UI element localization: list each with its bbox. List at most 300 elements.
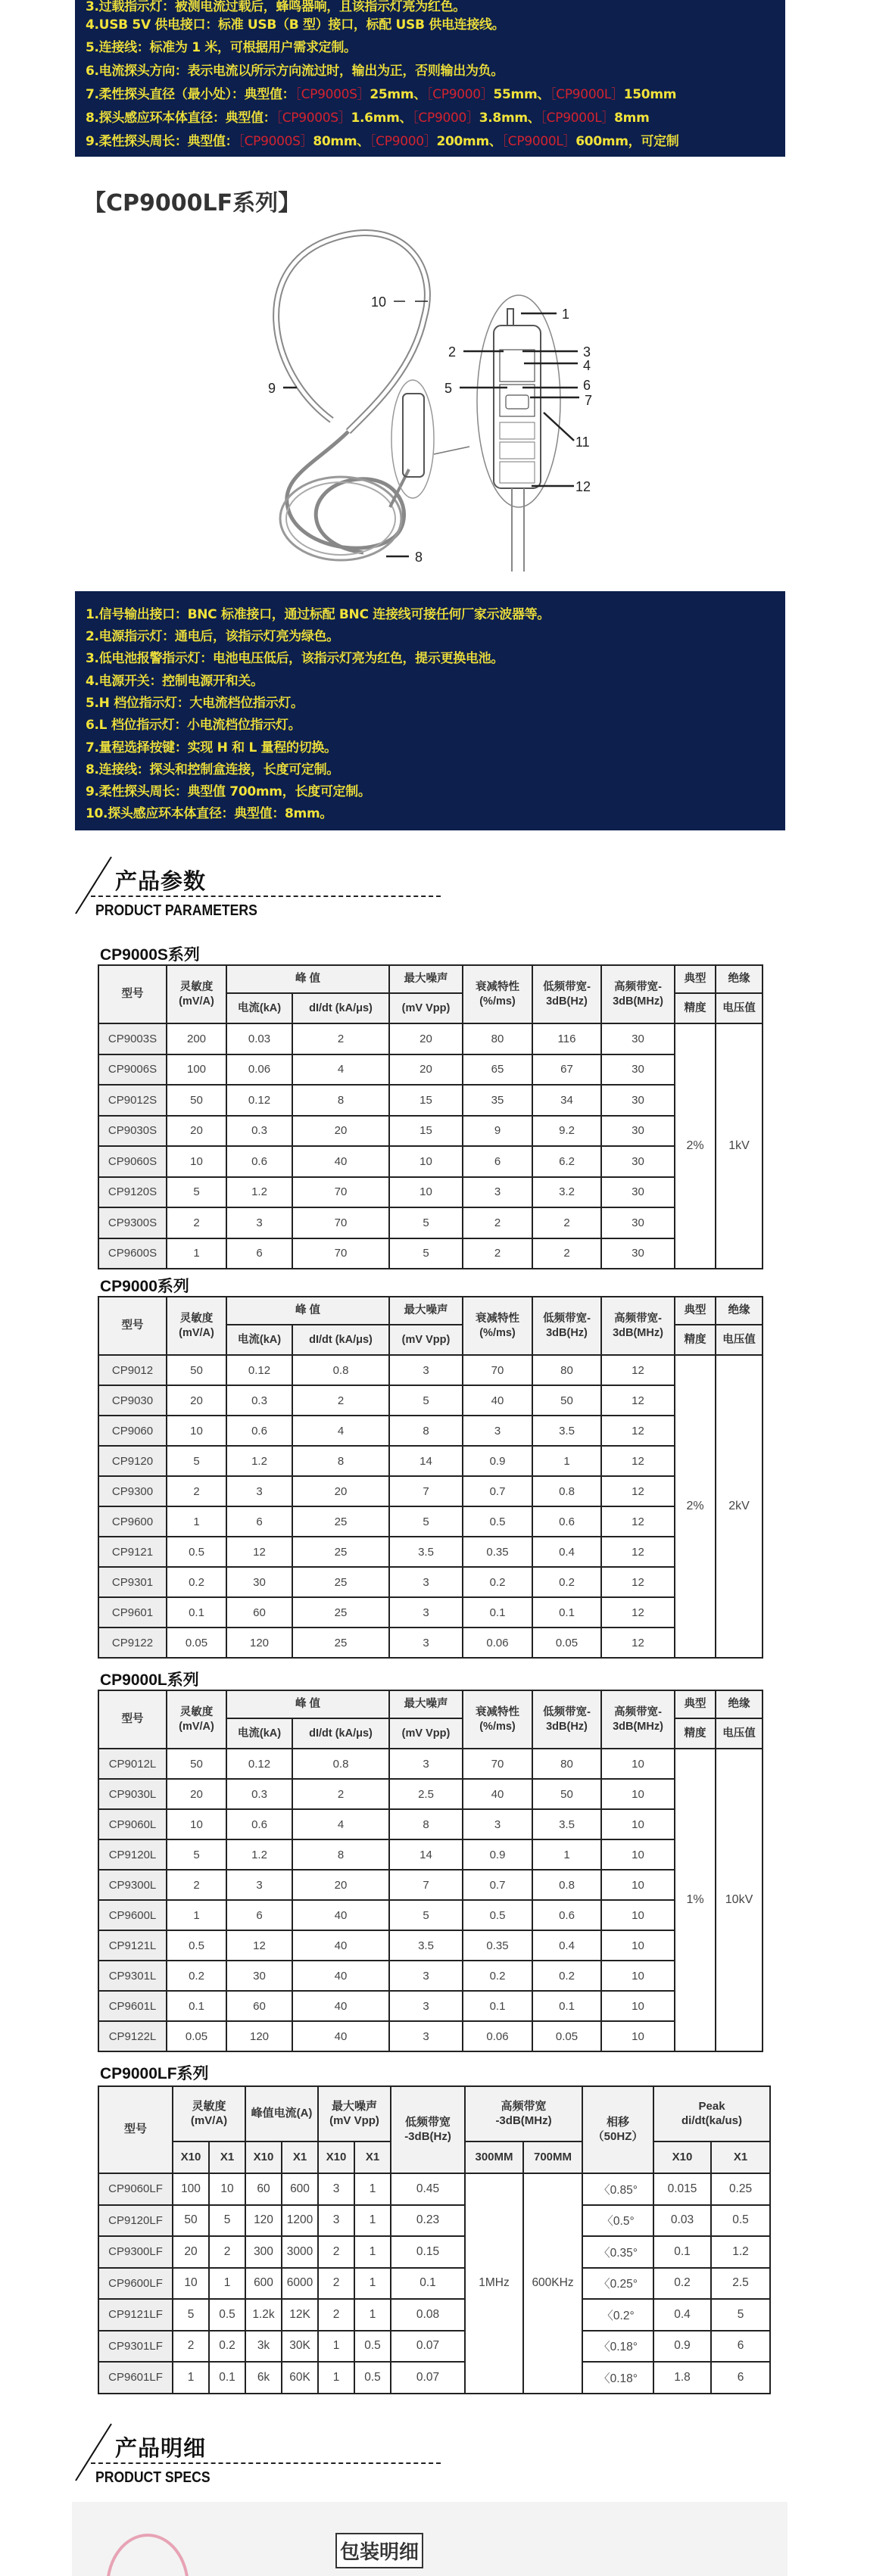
col-header-x10: X10 [318, 2141, 354, 2173]
cell-didt-x1: 1.2 [711, 2236, 770, 2268]
table-row [98, 2362, 770, 2394]
model-tag: ［CP9000L］ [501, 134, 576, 149]
cell-model: CP9122 [98, 1628, 167, 1658]
cell-peak-didt: 4 [292, 1809, 389, 1839]
col-header-insulation [716, 965, 763, 993]
header-line: (%/ms) [479, 995, 516, 1008]
section-title-en: PRODUCT SPECS [95, 2469, 211, 2486]
col-header-x1: X1 [282, 2141, 318, 2173]
cell-hf-bandwidth: 10 [601, 1749, 675, 1779]
header-line: Peak [698, 2099, 725, 2113]
callout-1: 1 [562, 307, 570, 322]
cell-noise: 5 [389, 1385, 463, 1416]
cell-hf-bandwidth: 30 [601, 1146, 675, 1177]
cell-hf-bandwidth: 10 [601, 1870, 675, 1900]
cell-peak-didt: 0.8 [292, 1355, 389, 1385]
cell-noise: 3 [389, 1991, 463, 2021]
cell-peak-didt: 4 [292, 1054, 389, 1086]
feature-line: 6.电流探头方向：表示电流以所示方向流过时，输出为正，否则输出为负。 [86, 64, 504, 79]
cell-lf-bandwidth: 0.4 [532, 1537, 601, 1567]
cell-decay: 35 [463, 1085, 532, 1116]
cell-lf-bandwidth: 1 [532, 1839, 601, 1870]
cell-model: CP9121L [98, 1930, 167, 1961]
line-prefix: 8.探头感应环本体直径：典型值： [86, 111, 276, 126]
cell-noise: 5 [389, 1207, 463, 1238]
feature-line: 9.柔性探头周长：典型值 700mm，长度可定制。 [86, 784, 371, 799]
col-header-noise [389, 1690, 463, 1718]
cell-decay: 0.2 [463, 1567, 532, 1597]
cell-peak-current: 0.3 [226, 1385, 292, 1416]
col-header-accuracy-2 [675, 1718, 716, 1749]
cell-phase: 〈0.85° [582, 2173, 653, 2205]
cell-model: CP9003S [98, 1023, 167, 1054]
cell-model: CP9300 [98, 1476, 167, 1506]
cell-peak-didt: 40 [292, 1900, 389, 1930]
series-label: CP9000S系列 [100, 946, 200, 964]
line-prefix: 7.柔性探头直径（最小处）：典型值： [86, 87, 295, 102]
cell-decay: 0.9 [463, 1839, 532, 1870]
header-line: 低频带宽- [543, 981, 591, 994]
cell-hf-700mm: 600KHz [523, 2173, 582, 2394]
cell-peak-didt: 70 [292, 1207, 389, 1238]
cell-hf-bandwidth: 12 [601, 1628, 675, 1658]
cell-decay: 2 [463, 1238, 532, 1269]
model-tag: ［CP9000S］ [295, 87, 370, 102]
value: 8mm [614, 111, 650, 126]
cell-didt-x1: 5 [711, 2299, 770, 2331]
cell-noise: 3 [389, 2021, 463, 2051]
section-title-en: PRODUCT PARAMETERS [95, 902, 257, 919]
col-header-insulation [716, 1690, 763, 1718]
header-line: 绝缘 [728, 1698, 750, 1711]
cell-noise-x10: 2 [318, 2236, 354, 2268]
cell-noise: 5 [389, 1238, 463, 1269]
cell-peak-didt: 8 [292, 1085, 389, 1116]
cell-sens-x10: 10 [173, 2268, 209, 2300]
cell-peak-didt: 2 [292, 1385, 389, 1416]
table-row [98, 1355, 763, 1385]
cell-lf-bandwidth: 9.2 [532, 1116, 601, 1147]
model-tag: ［CP9000L］ [550, 87, 624, 102]
header-line: (mV Vpp) [329, 2113, 379, 2127]
header-line: 峰 值 [295, 1304, 321, 1317]
series-label: CP9000系列 [100, 1278, 189, 1295]
table-row [98, 1930, 763, 1961]
cell-peak-current: 3 [226, 1870, 292, 1900]
table-row [98, 1023, 763, 1054]
cell-decay: 0.06 [463, 1628, 532, 1658]
cell-hf-bandwidth: 10 [601, 1930, 675, 1961]
table-row [98, 1416, 763, 1446]
cell-noise: 5 [389, 1506, 463, 1537]
cell-lf-bandwidth: 0.08 [391, 2299, 465, 2331]
cell-model: CP9301L [98, 1961, 167, 1991]
cell-lf-bandwidth: 0.4 [532, 1930, 601, 1961]
cell-hf-bandwidth: 12 [601, 1567, 675, 1597]
cell-noise: 3 [389, 1961, 463, 1991]
col-header-sensitivity [167, 1297, 226, 1355]
cell-hf-bandwidth: 12 [601, 1385, 675, 1416]
cell-peak-didt: 40 [292, 1961, 389, 1991]
cell-decay: 0.7 [463, 1476, 532, 1506]
cell-decay: 0.5 [463, 1506, 532, 1537]
cell-hf-bandwidth: 30 [601, 1054, 675, 1086]
cell-noise-x10: 2 [318, 2268, 354, 2300]
cell-lf-bandwidth: 0.05 [532, 1628, 601, 1658]
cell-model: CP9600S [98, 1238, 167, 1269]
header-line: 电压值 [722, 1001, 756, 1014]
cell-peak-didt: 40 [292, 2021, 389, 2051]
col-header-model: 型号 [98, 2086, 173, 2173]
cell-peak-didt: 70 [292, 1238, 389, 1269]
feature-line: 2.电源指示灯：通电后，该指示灯亮为绿色。 [86, 629, 339, 644]
cell-sensitivity: 5 [167, 1839, 226, 1870]
cell-sensitivity: 1 [167, 1506, 226, 1537]
feature-line: 1.信号输出接口：BNC 标准接口，通过标配 BNC 连接线可接任何厂家示波器等。 [86, 607, 550, 622]
cell-decay: 0.2 [463, 1961, 532, 1991]
cell-peak-current: 60 [226, 1991, 292, 2021]
feature-line: 7.量程选择按键：实现 H 和 L 量程的切换。 [86, 740, 337, 755]
cell-peak-x1: 3000 [282, 2236, 318, 2268]
feature-line: 10.探头感应环本体直径：典型值：8mm。 [86, 806, 333, 821]
cell-accuracy: 2% [675, 1355, 716, 1658]
col-header-decay [463, 1297, 532, 1355]
value: 600mm，可定制 [575, 134, 679, 149]
col-header-peak-current [226, 993, 292, 1023]
value: 200mm、 [436, 134, 502, 149]
cell-model: CP9060S [98, 1146, 167, 1177]
cell-noise: 3.5 [389, 1930, 463, 1961]
cell-sens-x1: 5 [209, 2205, 245, 2237]
callout-9: 9 [268, 381, 276, 396]
cell-peak-current: 1.2 [226, 1177, 292, 1208]
col-header-peak-current [226, 1325, 292, 1355]
col-header-peak [226, 1297, 389, 1325]
header-line: 最大噪声 [404, 1698, 448, 1711]
cell-decay: 40 [463, 1779, 532, 1809]
cell-lf-bandwidth: 0.07 [391, 2362, 465, 2394]
cell-peak-current: 0.6 [226, 1809, 292, 1839]
cell-lf-bandwidth: 0.2 [532, 1567, 601, 1597]
cell-model: CP9601LF [98, 2362, 173, 2394]
cell-peak-didt: 40 [292, 1146, 389, 1177]
header-line: (mV/A) [179, 995, 214, 1008]
cell-sensitivity: 50 [167, 1749, 226, 1779]
cell-lf-bandwidth: 0.1 [532, 1991, 601, 2021]
cell-lf-bandwidth: 2 [532, 1207, 601, 1238]
table-row [98, 1177, 763, 1208]
cell-model: CP9120LF [98, 2205, 173, 2237]
col-header-peak-current [226, 1718, 292, 1749]
cell-peak-x10: 1.2k [245, 2299, 282, 2331]
cell-model: CP9012L [98, 1749, 167, 1779]
value: 55mm、 [493, 87, 550, 102]
lf-series-banner: 【CP9000LF系列】 [83, 190, 301, 216]
callout-11: 11 [575, 435, 590, 450]
value: 150mm [623, 87, 677, 102]
col-header-hf-bandwidth [601, 1297, 675, 1355]
cell-lf-bandwidth: 80 [532, 1749, 601, 1779]
cell-peak-current: 6 [226, 1900, 292, 1930]
cell-sensitivity: 50 [167, 1085, 226, 1116]
header-line: 3dB(MHz) [613, 1720, 663, 1733]
spec-table [98, 1690, 763, 2052]
cell-lf-bandwidth: 0.1 [391, 2268, 465, 2300]
cell-noise: 5 [389, 1900, 463, 1930]
col-header-accuracy [675, 965, 716, 993]
header-line: 型号 [121, 1319, 144, 1332]
col-header-noise [389, 965, 463, 993]
cell-sensitivity: 100 [167, 1054, 226, 1086]
cell-noise-x1: 1 [354, 2173, 391, 2205]
cell-sens-x1: 1 [209, 2268, 245, 2300]
cell-decay: 6 [463, 1146, 532, 1177]
section-title-cn: 产品明细 [115, 2435, 207, 2461]
cell-hf-bandwidth: 10 [601, 2021, 675, 2051]
header-line: 最大噪声 [404, 973, 448, 986]
col-header-noise [318, 2086, 391, 2141]
header-line: 峰 值 [295, 973, 321, 986]
cell-noise-x10: 1 [318, 2331, 354, 2363]
col-header-insulation-2 [716, 1718, 763, 1749]
cell-noise: 8 [389, 1416, 463, 1446]
header-line: (mV/A) [179, 1720, 214, 1733]
col-header-lf-bandwidth [391, 2086, 465, 2173]
col-header-accuracy-2 [675, 993, 716, 1023]
table-row [98, 2173, 770, 2205]
cell-noise-x10: 3 [318, 2173, 354, 2205]
callout-10: 10 [371, 294, 387, 310]
cell-peak-x1: 1200 [282, 2205, 318, 2237]
cell-noise-x1: 1 [354, 2299, 391, 2331]
cell-sens-x10: 20 [173, 2236, 209, 2268]
cell-decay: 0.06 [463, 2021, 532, 2051]
cell-phase: 〈0.5° [582, 2205, 653, 2237]
cell-peak-current: 30 [226, 1567, 292, 1597]
cell-phase: 〈0.2° [582, 2299, 653, 2331]
small-controller [403, 394, 424, 477]
cell-decay: 0.1 [463, 1597, 532, 1628]
cell-peak-didt: 4 [292, 1416, 389, 1446]
cell-hf-bandwidth: 30 [601, 1023, 675, 1054]
series-label: CP9000L系列 [100, 1671, 199, 1689]
header-line: 衰减特性 [476, 1313, 519, 1325]
cell-peak-didt: 20 [292, 1476, 389, 1506]
model-tag: ［CP9000S］ [276, 111, 351, 126]
header-line: dI/dt (kA/μs) [309, 1727, 373, 1740]
value: 3.8mm、 [479, 111, 541, 126]
cell-lf-bandwidth: 0.23 [391, 2205, 465, 2237]
cell-model: CP9030L [98, 1779, 167, 1809]
cell-model: CP9012 [98, 1355, 167, 1385]
table-row [98, 2236, 770, 2268]
cell-lf-bandwidth: 3.2 [532, 1177, 601, 1208]
cell-hf-bandwidth: 30 [601, 1207, 675, 1238]
cell-peak-current: 6 [226, 1506, 292, 1537]
section-header-parameters [72, 855, 791, 924]
header-line: dI/dt (kA/μs) [309, 1333, 373, 1346]
cell-noise-x10: 2 [318, 2299, 354, 2331]
cell-noise-x1: 1 [354, 2236, 391, 2268]
col-header-decay [463, 1690, 532, 1749]
cell-sens-x1: 0.5 [209, 2299, 245, 2331]
cell-peak-current: 0.06 [226, 1054, 292, 1086]
callout-3: 3 [583, 344, 591, 360]
col-header-insulation [716, 1297, 763, 1325]
col-header-lf-bandwidth [532, 1297, 601, 1355]
cell-peak-current: 1.2 [226, 1446, 292, 1476]
value: 80mm、 [313, 134, 370, 149]
table-row [98, 1839, 763, 1870]
cell-sens-x10: 5 [173, 2299, 209, 2331]
cell-lf-bandwidth: 80 [532, 1355, 601, 1385]
col-header-lf-bandwidth [532, 1690, 601, 1749]
header-line: (mV/A) [179, 1326, 214, 1339]
table-row [98, 1749, 763, 1779]
cell-decay: 9 [463, 1116, 532, 1147]
header-line: (mV Vpp) [401, 1727, 451, 1740]
cell-peak-current: 6 [226, 1238, 292, 1269]
col-header-hf-bandwidth [601, 965, 675, 1023]
cell-hf-bandwidth: 12 [601, 1355, 675, 1385]
table-row [98, 1506, 763, 1537]
col-header-noise-unit [389, 993, 463, 1023]
cell-lf-bandwidth: 0.07 [391, 2331, 465, 2363]
feature-list-panel-top [75, 0, 785, 157]
cell-peak-didt: 25 [292, 1597, 389, 1628]
cell-lf-bandwidth: 67 [532, 1054, 601, 1086]
cell-sens-x1: 0.1 [209, 2362, 245, 2394]
feature-line: 5.连接线：标准为 1 米，可根据用户需求定制。 [86, 40, 357, 55]
table-row [98, 1085, 763, 1116]
col-header-x10: X10 [245, 2141, 282, 2173]
cell-didt-x10: 1.8 [653, 2362, 711, 2394]
col-header-x10: X10 [173, 2141, 209, 2173]
cell-hf-bandwidth: 10 [601, 1991, 675, 2021]
spec-table [98, 964, 763, 1269]
cell-peak-x1: 30K [282, 2331, 318, 2363]
value: 1.6mm、 [351, 111, 413, 126]
cell-model: CP9122L [98, 2021, 167, 2051]
cell-peak-current: 3 [226, 1476, 292, 1506]
col-header-insulation-2 [716, 993, 763, 1023]
cell-peak-current: 3 [226, 1207, 292, 1238]
header-line: 最大噪声 [332, 2099, 378, 2113]
cell-hf-bandwidth: 12 [601, 1416, 675, 1446]
cell-noise: 20 [389, 1054, 463, 1086]
cell-peak-current: 0.3 [226, 1779, 292, 1809]
feature-line: 5.H 档位指示灯：大电流档位指示灯。 [86, 696, 304, 711]
table-row [98, 2205, 770, 2237]
cell-model: CP9601 [98, 1597, 167, 1628]
cell-noise-x1: 0.5 [354, 2362, 391, 2394]
cell-peak-current: 120 [226, 2021, 292, 2051]
cell-peak-current: 1.2 [226, 1839, 292, 1870]
table-row [98, 1446, 763, 1476]
cell-lf-bandwidth: 0.05 [532, 2021, 601, 2051]
cell-noise: 2.5 [389, 1779, 463, 1809]
cell-sens-x10: 100 [173, 2173, 209, 2205]
cell-decay: 40 [463, 1385, 532, 1416]
cell-model: CP9600LF [98, 2268, 173, 2300]
cell-lf-bandwidth: 2 [532, 1238, 601, 1269]
cell-sensitivity: 5 [167, 1446, 226, 1476]
feature-line: 8.连接线：探头和控制盒连接，长度可定制。 [86, 762, 339, 777]
cell-sensitivity: 50 [167, 1355, 226, 1385]
cell-sensitivity: 0.5 [167, 1537, 226, 1567]
header-line: （50HZ） [592, 2129, 644, 2143]
cell-phase: 〈0.18° [582, 2362, 653, 2394]
header-line: 3dB(Hz) [546, 1720, 588, 1733]
col-header-hf-bandwidth [465, 2086, 582, 2141]
cell-lf-bandwidth: 116 [532, 1023, 601, 1054]
cell-noise: 10 [389, 1177, 463, 1208]
cell-noise-x1: 0.5 [354, 2331, 391, 2363]
col-header-noise [389, 1297, 463, 1325]
callout-7: 7 [585, 393, 593, 408]
feature-line: 4.USB 5V 供电接口：标准 USB（B 型）接口，标配 USB 供电连接线。 [86, 17, 505, 33]
header-line: 高频带宽- [614, 1313, 662, 1325]
header-line: 相移 [607, 2115, 630, 2129]
cell-hf-bandwidth: 30 [601, 1238, 675, 1269]
cell-peak-didt: 25 [292, 1628, 389, 1658]
cell-noise: 3.5 [389, 1537, 463, 1567]
table-row [98, 1567, 763, 1597]
cell-sensitivity: 10 [167, 1416, 226, 1446]
header-line: 绝缘 [728, 973, 750, 986]
packaging-section [72, 2502, 788, 2576]
cell-sensitivity: 20 [167, 1385, 226, 1416]
model-tag: ［CP9000S］ [238, 134, 313, 149]
header-line: 3dB(Hz) [546, 1326, 588, 1339]
cell-peak-didt: 2 [292, 1023, 389, 1054]
cell-sens-x1: 0.2 [209, 2331, 245, 2363]
callout-4: 4 [583, 358, 591, 373]
cell-noise: 3 [389, 1567, 463, 1597]
cell-peak-x10: 120 [245, 2205, 282, 2237]
cell-peak-didt: 40 [292, 1930, 389, 1961]
cell-lf-bandwidth: 50 [532, 1385, 601, 1416]
cell-hf-bandwidth: 30 [601, 1085, 675, 1116]
header-line: 3dB(MHz) [613, 1326, 663, 1339]
cell-hf-bandwidth: 10 [601, 1900, 675, 1930]
cell-model: CP9120 [98, 1446, 167, 1476]
cell-lf-bandwidth: 0.15 [391, 2236, 465, 2268]
col-header-300mm: 300MM [465, 2141, 523, 2173]
cell-phase: 〈0.25° [582, 2268, 653, 2300]
col-header-model [98, 965, 167, 1023]
cell-peak-x10: 600 [245, 2268, 282, 2300]
cell-sensitivity: 200 [167, 1023, 226, 1054]
cell-peak-didt: 25 [292, 1537, 389, 1567]
table-row [98, 1238, 763, 1269]
cell-hf-bandwidth: 10 [601, 1809, 675, 1839]
header-line: dI/dt (kA/μs) [309, 1001, 373, 1014]
cell-model: CP9600 [98, 1506, 167, 1537]
cell-noise: 14 [389, 1839, 463, 1870]
header-line: di/dt(ka/us) [681, 2113, 743, 2127]
table-row [98, 2021, 763, 2051]
cell-decay: 0.7 [463, 1870, 532, 1900]
cell-hf-300mm: 1MHz [465, 2173, 523, 2394]
cell-sens-x10: 2 [173, 2331, 209, 2363]
cell-noise: 7 [389, 1870, 463, 1900]
cell-lf-bandwidth: 0.45 [391, 2173, 465, 2205]
cell-decay: 0.1 [463, 1991, 532, 2021]
feature-line-rich [86, 83, 676, 102]
cell-didt-x10: 0.2 [653, 2268, 711, 2300]
header-line: 电压值 [722, 1727, 756, 1740]
